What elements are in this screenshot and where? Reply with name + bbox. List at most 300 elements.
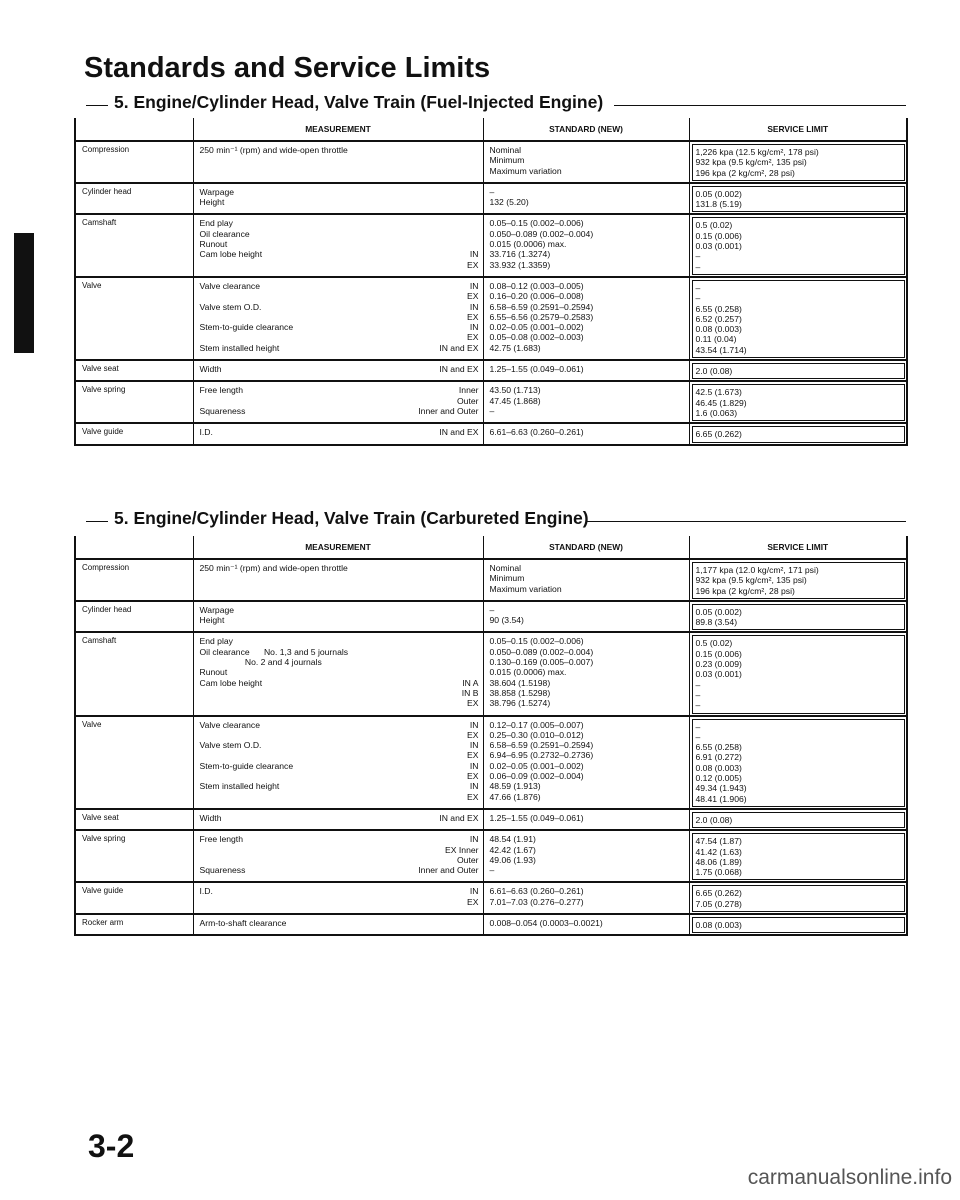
standard-value: 6.55–6.56 (0.2579–0.2583) [489, 311, 594, 322]
section-rule-right [586, 521, 906, 522]
measurement-qualifier: EX [467, 698, 479, 709]
limit-value: 43.54 (1.714) [695, 344, 747, 355]
measurement-qualifier: EX [467, 291, 479, 302]
limit-value: – [695, 689, 701, 700]
measurement-line [200, 385, 479, 395]
measurement-cell [193, 214, 483, 276]
standard-value: 0.015 (0.0006) max. [489, 239, 567, 250]
limit-cell [689, 830, 907, 882]
limit-value: 0.05 (0.002) [695, 188, 742, 199]
standard-value: 38.796 (1.5274) [489, 698, 551, 709]
limit-value: – [695, 700, 701, 711]
limit-value: 0.03 (0.001) [695, 241, 742, 252]
table-row [75, 809, 907, 830]
page-title: Standards and Service Limits [84, 52, 491, 84]
section-header [74, 508, 906, 534]
measurement-line [200, 187, 479, 197]
standard-cell [483, 183, 689, 215]
measurement-line [200, 813, 479, 823]
measurement-line [200, 781, 479, 791]
standard-value: 0.015 (0.0006) max. [489, 667, 567, 678]
limit-value: 7.05 (0.278) [695, 898, 742, 909]
standard-cell [483, 601, 689, 633]
table-row [75, 214, 907, 276]
standard-value: 132 (5.20) [489, 197, 529, 208]
standard-value: – [489, 405, 495, 416]
limit-value: 0.08 (0.003) [695, 920, 742, 931]
header-measurement: MEASUREMENT [193, 536, 483, 559]
measurement-qualifier: IN [469, 781, 479, 792]
measurement-item: Stem-to-guide clearance [199, 322, 294, 333]
measurement-item: Height [199, 197, 225, 208]
standard-value: 42.75 (1.683) [489, 342, 541, 353]
section-rule-right [614, 105, 906, 106]
measurement-qualifier: IN and EX [439, 364, 479, 375]
limit-value: 1.75 (0.068) [695, 867, 742, 878]
standard-cell [483, 882, 689, 914]
measurement-line [200, 615, 479, 625]
limit-cell [689, 716, 907, 809]
component-cell: Cylinder head [75, 183, 193, 215]
limit-value: 49.34 (1.943) [695, 783, 747, 794]
table-row [75, 141, 907, 183]
measurement-item: Width [199, 364, 222, 375]
standard-value: 6.61–6.63 (0.260–0.261) [489, 427, 584, 438]
limit-value: 0.03 (0.001) [695, 669, 742, 680]
measurement-cell [193, 914, 483, 935]
component-cell: Rocker arm [75, 914, 193, 935]
standard-value: 0.12–0.17 (0.005–0.007) [489, 719, 584, 730]
limit-box [692, 280, 906, 358]
limit-value: 6.91 (0.272) [695, 752, 742, 763]
limit-value: 46.45 (1.829) [695, 397, 747, 408]
measurement-cell [193, 183, 483, 215]
limit-value: 1,226 kpa (12.5 kg/cm², 178 psi) [695, 147, 819, 157]
measurement-line [200, 740, 479, 750]
standard-value: 6.58–6.59 (0.2591–0.2594) [489, 740, 594, 751]
standard-value: 42.42 (1.67) [489, 844, 536, 855]
measurement-line [200, 886, 479, 896]
limit-value: 131.8 (5.19) [695, 199, 742, 210]
measurement-item: Valve stem O.D. [199, 740, 262, 751]
limit-box [692, 885, 906, 912]
measurement-qualifier: IN [469, 301, 479, 312]
measurement-qualifier: IN [469, 322, 479, 333]
section-header [74, 92, 906, 118]
measurement-line [200, 218, 479, 228]
measurement-line [200, 730, 479, 740]
standard-value: Maximum variation [489, 165, 562, 176]
measurement-item: Valve clearance [199, 280, 261, 291]
limit-box [692, 384, 906, 421]
measurement-item: Valve clearance [199, 719, 261, 730]
measurement-line [200, 291, 479, 301]
limit-value: 0.05 (0.002) [695, 606, 742, 617]
measurement-qualifier: EX [467, 259, 479, 270]
limit-value: 47.54 (1.87) [695, 836, 742, 847]
measurement-line [200, 396, 479, 406]
table-row [75, 830, 907, 882]
header-standard: STANDARD (NEW) [483, 536, 689, 559]
standard-cell [483, 360, 689, 381]
limit-cell [689, 141, 907, 183]
standard-value: Minimum [489, 573, 525, 584]
limit-value: 2.0 (0.08) [695, 814, 733, 825]
standard-value: 0.16–0.20 (0.006–0.008) [489, 291, 584, 302]
section-title: 5. Engine/Cylinder Head, Valve Train (Carbureted Engine) [114, 508, 599, 529]
component-cell: Camshaft [75, 632, 193, 715]
limit-value: 0.15 (0.006) [695, 648, 742, 659]
measurement-qualifier: IN A [462, 677, 479, 688]
measurement-item: Oil clearance No. 1,3 and 5 journals [199, 646, 349, 657]
measurement-line [200, 281, 479, 291]
measurement-item: I.D. [199, 886, 213, 897]
standard-value: 0.130–0.169 (0.005–0.007) [489, 657, 594, 668]
limit-value: – [695, 721, 701, 732]
measurement-line [200, 657, 479, 667]
limit-value: 0.11 (0.04) [695, 334, 737, 345]
limit-box [692, 635, 906, 713]
measurement-item: Runout [199, 667, 228, 678]
standard-cell [483, 214, 689, 276]
limit-value: – [695, 261, 701, 272]
limit-cell [689, 423, 907, 444]
header-standard: STANDARD (NEW) [483, 118, 689, 141]
measurement-cell [193, 601, 483, 633]
measurement-item: End play [199, 218, 233, 229]
measurement-qualifier: EX [467, 896, 479, 907]
measurement-line [200, 761, 479, 771]
measurement-line [200, 750, 479, 760]
measurement-line [200, 322, 479, 332]
measurement-line [200, 834, 479, 844]
standard-value: Nominal [489, 145, 522, 155]
limit-value: 0.5 (0.02) [695, 638, 733, 649]
measurement-qualifier: IN and EX [439, 427, 479, 438]
table-row [75, 423, 907, 444]
measurement-qualifier: Inner and Outer [418, 405, 479, 416]
limit-cell [689, 381, 907, 423]
limit-cell [689, 277, 907, 360]
limit-value: 196 kpa (2 kg/cm², 28 psi) [695, 167, 795, 178]
limit-value: 41.42 (1.63) [695, 846, 742, 857]
limit-value: 196 kpa (2 kg/cm², 28 psi) [695, 585, 795, 596]
limit-box [692, 812, 906, 828]
measurement-qualifier: IN [469, 719, 479, 730]
limit-cell [689, 632, 907, 715]
measurement-qualifier: IN B [461, 687, 479, 698]
measurement-line [200, 605, 479, 615]
measurement-item: Free length [199, 385, 243, 396]
measurement-line [200, 647, 479, 657]
measurement-qualifier: IN [469, 280, 479, 291]
measurement-cell [193, 423, 483, 444]
standard-value: – [489, 865, 495, 876]
standard-value: 6.94–6.95 (0.2732–0.2736) [489, 750, 594, 761]
limit-box [692, 144, 906, 181]
limit-cell [689, 183, 907, 215]
component-cell: Camshaft [75, 214, 193, 276]
component-cell: Valve seat [75, 360, 193, 381]
standard-value: 38.858 (1.5298) [489, 687, 551, 698]
measurement-item: End play [199, 636, 233, 647]
table-row [75, 277, 907, 360]
limit-box [692, 719, 906, 807]
table-row [75, 360, 907, 381]
page-number: 3-2 [88, 1128, 135, 1164]
standard-cell [483, 632, 689, 715]
limit-cell [689, 559, 907, 601]
header-component [75, 118, 193, 141]
measurement-line [200, 406, 479, 416]
limit-box [692, 917, 906, 933]
standard-cell [483, 809, 689, 830]
measurement-item: Stem-to-guide clearance [199, 760, 294, 771]
measurement-line [200, 332, 479, 342]
measurement-line [200, 229, 479, 239]
section-index-tab [14, 233, 34, 353]
measurement-line [200, 197, 479, 207]
measurement-line [200, 145, 479, 155]
standard-cell [483, 559, 689, 601]
limit-value: 48.06 (1.89) [695, 856, 742, 867]
standard-value: 0.06–0.09 (0.002–0.004) [489, 771, 584, 782]
measurement-qualifier: IN [469, 834, 479, 845]
measurement-line [200, 698, 479, 708]
limit-value: 932 kpa (9.5 kg/cm², 135 psi) [695, 157, 807, 168]
standard-value: 0.08–0.12 (0.003–0.005) [489, 280, 584, 291]
measurement-qualifier: EX Inner [445, 844, 479, 855]
standard-value: 43.50 (1.713) [489, 385, 541, 396]
measurement-line [200, 302, 479, 312]
standard-value: 0.05–0.15 (0.002–0.006) [489, 218, 584, 229]
limit-value: 0.12 (0.005) [695, 773, 742, 784]
limit-value: 0.15 (0.006) [695, 230, 742, 241]
limit-value: 2.0 (0.08) [695, 366, 733, 377]
standard-cell [483, 141, 689, 183]
standard-value: 0.050–0.089 (0.002–0.004) [489, 228, 594, 239]
limit-cell [689, 214, 907, 276]
measurement-item: Width [199, 812, 222, 823]
measurement-cell [193, 716, 483, 809]
measurement-cell [193, 360, 483, 381]
standard-value: 47.45 (1.868) [489, 395, 541, 406]
header-limit: SERVICE LIMIT [689, 536, 907, 559]
limit-value: 6.55 (0.258) [695, 303, 742, 314]
standard-value: – [489, 604, 495, 615]
measurement-qualifier: Inner and Outer [418, 865, 479, 876]
measurement-cell [193, 141, 483, 183]
measurement-line [200, 855, 479, 865]
limit-value: – [695, 282, 701, 293]
measurement-item: Cam lobe height [199, 249, 263, 260]
measurement-item: No. 2 and 4 journals [199, 657, 322, 668]
measurement-qualifier: EX [467, 729, 479, 740]
measurement-item: Free length [199, 834, 243, 845]
measurement-qualifier: IN [469, 886, 479, 897]
limit-value: – [695, 251, 701, 262]
limit-value: 0.08 (0.003) [695, 324, 742, 335]
header-component [75, 536, 193, 559]
limit-value: 42.5 (1.673) [695, 387, 742, 398]
limit-cell [689, 882, 907, 914]
standard-value: 33.716 (1.3274) [489, 249, 551, 260]
measurement-line [200, 771, 479, 781]
section-rule-left [86, 521, 108, 522]
limit-box [692, 604, 906, 631]
measurement-qualifier: Inner [458, 385, 479, 396]
header-measurement: MEASUREMENT [193, 118, 483, 141]
section-title: 5. Engine/Cylinder Head, Valve Train (Fuel-Injected Engine) [114, 92, 613, 113]
standard-value: 6.61–6.63 (0.260–0.261) [489, 886, 584, 897]
measurement-cell [193, 809, 483, 830]
measurement-item: Height [199, 615, 225, 626]
measurement-line [200, 427, 479, 437]
measurement-cell [193, 632, 483, 715]
limit-value: 0.08 (0.003) [695, 762, 742, 773]
table-row [75, 882, 907, 914]
measurement-line [200, 563, 479, 573]
standard-value: 33.932 (1.3359) [489, 259, 551, 270]
standard-value: 47.66 (1.876) [489, 791, 541, 802]
measurement-item: I.D. [199, 427, 213, 438]
measurement-line [200, 792, 479, 802]
component-cell: Valve guide [75, 423, 193, 444]
measurement-item: Arm-to-shaft clearance [199, 918, 287, 929]
table-row [75, 601, 907, 633]
measurement-qualifier: EX [467, 750, 479, 761]
table-row [75, 914, 907, 935]
standard-value: 0.25–0.30 (0.010–0.012) [489, 729, 584, 740]
limit-cell [689, 809, 907, 830]
measurement-line [200, 678, 479, 688]
standard-cell [483, 716, 689, 809]
measurement-line [200, 688, 479, 698]
fuel-injected-section [74, 92, 906, 440]
measurement-item: Stem installed height [199, 342, 280, 353]
measurement-line [200, 918, 479, 928]
measurement-line [200, 260, 479, 270]
measurement-item: 250 min⁻¹ (rpm) and wide-open throttle [199, 145, 348, 155]
standard-value: Nominal [489, 563, 522, 573]
table-row [75, 559, 907, 601]
measurement-line [200, 667, 479, 677]
limit-value: 0.23 (0.009) [695, 659, 742, 670]
limit-box [692, 217, 906, 274]
limit-value: 1.6 (0.063) [695, 407, 738, 418]
measurement-item: Squareness [199, 405, 246, 416]
limit-box [692, 426, 906, 442]
limit-cell [689, 914, 907, 935]
limit-box [692, 186, 906, 213]
limit-value: 6.65 (0.262) [695, 888, 742, 899]
measurement-line [200, 897, 479, 907]
measurement-qualifier: Outer [457, 854, 479, 865]
measurement-item: Squareness [199, 865, 246, 876]
limit-cell [689, 601, 907, 633]
standard-value: – [489, 186, 495, 197]
spec-table [74, 536, 908, 936]
measurement-item: Warpage [199, 186, 235, 197]
standard-value: 48.54 (1.91) [489, 834, 536, 845]
measurement-line [200, 249, 479, 259]
standard-value: 0.05–0.15 (0.002–0.006) [489, 636, 584, 647]
limit-value: – [695, 731, 701, 742]
standard-value: 0.02–0.05 (0.001–0.002) [489, 760, 584, 771]
limit-box [692, 363, 906, 379]
limit-value: 0.5 (0.02) [695, 220, 733, 231]
standard-value: 1.25–1.55 (0.049–0.061) [489, 364, 584, 375]
measurement-qualifier: IN and EX [439, 812, 479, 823]
carbureted-section [74, 508, 906, 931]
standard-cell [483, 381, 689, 423]
measurement-item: Cam lobe height [199, 677, 263, 688]
measurement-line [200, 343, 479, 353]
spec-table [74, 118, 908, 446]
measurement-cell [193, 882, 483, 914]
table-row [75, 716, 907, 809]
component-cell: Compression [75, 141, 193, 183]
measurement-line [200, 865, 479, 875]
table-row [75, 632, 907, 715]
measurement-line [200, 364, 479, 374]
limit-value: 89.8 (3.54) [695, 617, 738, 628]
measurement-cell [193, 830, 483, 882]
standard-value: Minimum [489, 155, 525, 166]
measurement-item: Runout [199, 239, 228, 250]
measurement-item: Stem installed height [199, 781, 280, 792]
table-row [75, 381, 907, 423]
measurement-cell [193, 559, 483, 601]
measurement-qualifier: IN [469, 249, 479, 260]
component-cell: Valve guide [75, 882, 193, 914]
limit-value: 6.55 (0.258) [695, 742, 742, 753]
section-rule-left [86, 105, 108, 106]
measurement-qualifier: IN [469, 760, 479, 771]
measurement-line [200, 845, 479, 855]
limit-value: 1,177 kpa (12.0 kg/cm², 171 psi) [695, 565, 819, 575]
measurement-qualifier: IN and EX [439, 342, 479, 353]
component-cell: Compression [75, 559, 193, 601]
measurement-line [200, 720, 479, 730]
watermark: carmanualsonline.info [747, 1166, 952, 1189]
measurement-cell [193, 381, 483, 423]
standard-value: 0.008–0.054 (0.0003–0.0021) [489, 918, 603, 929]
measurement-line [200, 636, 479, 646]
limit-value: 932 kpa (9.5 kg/cm², 135 psi) [695, 575, 807, 586]
standard-cell [483, 914, 689, 935]
measurement-line [200, 312, 479, 322]
measurement-item: Oil clearance [199, 228, 250, 239]
component-cell: Valve [75, 277, 193, 360]
limit-value: 6.52 (0.257) [695, 313, 742, 324]
component-cell: Cylinder head [75, 601, 193, 633]
limit-box [692, 833, 906, 880]
standard-value: 1.25–1.55 (0.049–0.061) [489, 812, 584, 823]
measurement-qualifier: IN [469, 740, 479, 751]
standard-value: 0.05–0.08 (0.002–0.003) [489, 332, 584, 343]
standard-value: 7.01–7.03 (0.276–0.277) [489, 896, 584, 907]
standard-value: 6.58–6.59 (0.2591–0.2594) [489, 301, 594, 312]
component-cell: Valve seat [75, 809, 193, 830]
header-limit: SERVICE LIMIT [689, 118, 907, 141]
standard-value: 90 (3.54) [489, 615, 524, 626]
standard-cell [483, 423, 689, 444]
measurement-qualifier: EX [467, 791, 479, 802]
standard-value: 38.604 (1.5198) [489, 677, 551, 688]
limit-value: 6.65 (0.262) [695, 429, 742, 440]
standard-value: 0.050–0.089 (0.002–0.004) [489, 646, 594, 657]
